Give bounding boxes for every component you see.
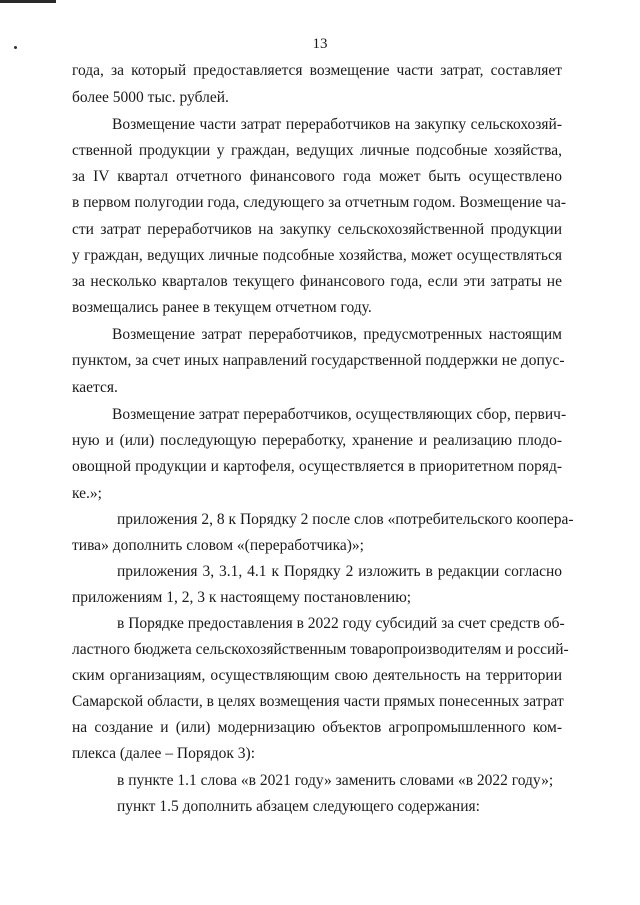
- text-line: приложения 2, 8 к Порядку 2 после слов «потребительского коопера-: [117, 511, 574, 528]
- text-line: кается.: [72, 379, 118, 396]
- text-line: возмещались ранее в текущем отчетном году.: [72, 299, 372, 316]
- text-line: за IV квартал отчетного финансового года может быть осуществлено: [72, 168, 562, 185]
- text-line: ную и (или) последующую переработку, хранение и реализацию плодо-: [72, 432, 562, 449]
- text-line: Возмещение затрат переработчиков, осуществляющих сбор, первич-: [112, 406, 567, 423]
- text-line: овощной продукции и картофеля, осуществляется в приоритетном поряд-: [72, 458, 562, 475]
- text-line: сти затрат переработчиков на закупку сельскохозяйственной продукции: [72, 221, 562, 238]
- text-line: ственной продукции у граждан, ведущих личные подсобные хозяйства,: [72, 142, 562, 159]
- text-line: плекса (далее – Порядок 3):: [72, 745, 256, 762]
- text-line: пункт 1.5 дополнить абзацем следующего содержания:: [117, 798, 480, 815]
- text-line: на создание и (или) модернизацию объектов агропромышленного ком-: [72, 719, 562, 736]
- text-line: в пункте 1.1 слова «в 2021 году» заменить словами «в 2022 году»;: [117, 772, 554, 789]
- text-line: в Порядке предоставления в 2022 году субсидий за счет средств об-: [117, 615, 565, 632]
- text-line: ке.»;: [72, 485, 102, 502]
- text-line: более 5000 тыс. рублей.: [72, 89, 229, 106]
- text-line: Самарской области, в целях возмещения части прямых понесенных затрат: [72, 693, 564, 710]
- text-line: приложения 3, 3.1, 4.1 к Порядку 2 изложить в редакции согласно: [117, 563, 562, 580]
- text-line: у граждан, ведущих личные подсобные хозяйства, может осуществляться: [72, 247, 562, 264]
- text-line: в первом полугодии года, следующего за отчетным годом. Возмещение ча-: [72, 194, 567, 211]
- text-line: ластного бюджета сельскохозяйственным товаропроизводителям и россий-: [72, 641, 569, 658]
- page-number: 13: [312, 36, 328, 52]
- text-line: Возмещение части затрат переработчиков на закупку сельскохозяй-: [112, 116, 562, 133]
- text-line: Возмещение затрат переработчиков, предусмотренных настоящим: [112, 326, 562, 343]
- text-line: года, за который предоставляется возмещение части затрат, составляет: [72, 62, 562, 79]
- text-line: ским организациям, осуществляющим свою деятельность на территории: [72, 667, 562, 684]
- text-line: приложениям 1, 2, 3 к настоящему постановлению;: [72, 589, 412, 606]
- text-line: за несколько кварталов текущего финансового года, если эти затраты не: [72, 273, 562, 290]
- scan-artifact: [0, 0, 56, 3]
- text-line: пунктом, за счет иных направлений государственной поддержки не допус-: [72, 352, 565, 369]
- text-line: тива» дополнить словом «(переработчика)»;: [72, 537, 364, 554]
